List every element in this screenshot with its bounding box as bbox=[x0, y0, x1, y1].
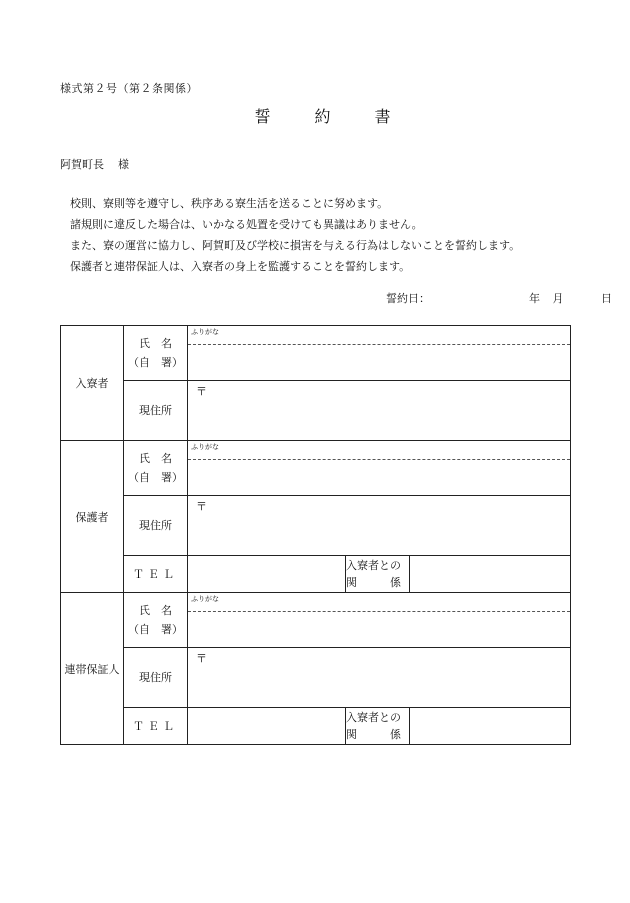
addressee bbox=[60, 156, 129, 172]
relation-label-line2: 関 係 bbox=[346, 728, 401, 741]
title-char-2: 約 bbox=[314, 107, 332, 126]
tel-label: ＴＥＬ bbox=[124, 556, 188, 593]
relation-label bbox=[346, 556, 410, 593]
pledge-date-label: 誓約日： bbox=[386, 292, 430, 305]
name-label-line2: （自 署） bbox=[128, 356, 183, 369]
student-address-field[interactable] bbox=[188, 381, 571, 441]
name-label-line2: （自 署） bbox=[128, 471, 183, 484]
guarantor-name-field[interactable] bbox=[188, 593, 571, 648]
guardian-name-field[interactable] bbox=[188, 441, 571, 496]
furigana-label: ふりがな bbox=[191, 328, 219, 336]
year-label: 年 bbox=[529, 292, 540, 305]
guardian-tel-field[interactable] bbox=[188, 556, 346, 593]
pledge-body bbox=[70, 193, 520, 277]
tel-label: ＴＥＬ bbox=[124, 708, 188, 745]
guarantor-address-field[interactable] bbox=[188, 648, 571, 708]
addressee-name: 阿賀町長 bbox=[60, 158, 104, 171]
name-label bbox=[124, 441, 188, 496]
section-guarantor: 連帯保証人 bbox=[61, 593, 124, 745]
document-title bbox=[241, 104, 421, 127]
pledge-line: 校則、寮則等を遵守し、秩序ある寮生活を送ることに努めます。 bbox=[70, 197, 389, 210]
name-label bbox=[124, 593, 188, 648]
address-label: 現住所 bbox=[124, 496, 188, 556]
name-label-line2: （自 署） bbox=[128, 623, 183, 636]
address-label: 現住所 bbox=[124, 381, 188, 441]
name-label-line1: 氏 名 bbox=[139, 337, 172, 350]
guardian-address-field[interactable] bbox=[188, 496, 571, 556]
student-name-field[interactable] bbox=[188, 326, 571, 381]
relation-label-line1: 入寮者との bbox=[346, 559, 401, 572]
guardian-relation-field[interactable] bbox=[410, 556, 571, 593]
guarantor-relation-field[interactable] bbox=[410, 708, 571, 745]
pledge-line: 保護者と連帯保証人は、入寮者の身上を監護することを誓約します。 bbox=[70, 260, 411, 273]
postal-mark: 〒 bbox=[196, 652, 207, 665]
address-label: 現住所 bbox=[124, 648, 188, 708]
relation-label-line2: 関 係 bbox=[346, 576, 401, 589]
name-label-line1: 氏 名 bbox=[139, 452, 172, 465]
furigana-label: ふりがな bbox=[191, 443, 219, 451]
section-student: 入寮者 bbox=[61, 326, 124, 441]
name-label bbox=[124, 326, 188, 381]
postal-mark: 〒 bbox=[196, 500, 207, 513]
form-number-label: 様式第２号（第２条関係） bbox=[60, 82, 198, 95]
section-guardian: 保護者 bbox=[61, 441, 124, 593]
title-char-3: 書 bbox=[374, 107, 392, 126]
addressee-honorific: 様 bbox=[118, 158, 129, 171]
guarantor-tel-field[interactable] bbox=[188, 708, 346, 745]
month-label: 月 bbox=[552, 292, 564, 305]
pledge-line: 諸規則に違反した場合は、いかなる処置を受けても異議はありません。 bbox=[70, 218, 423, 231]
relation-label-line1: 入寮者との bbox=[346, 711, 401, 724]
name-label-line1: 氏 名 bbox=[139, 604, 172, 617]
postal-mark: 〒 bbox=[196, 385, 207, 398]
pledge-line: また、寮の運営に協力し、阿賀町及び学校に損害を与える行為はしないことを誓約します。 bbox=[70, 239, 521, 252]
day-label: 日 bbox=[601, 292, 612, 305]
pledge-date bbox=[386, 290, 612, 306]
title-char-1: 誓 bbox=[254, 107, 272, 126]
pledge-form-table bbox=[60, 325, 571, 745]
relation-label bbox=[346, 708, 410, 745]
furigana-label: ふりがな bbox=[191, 595, 219, 603]
